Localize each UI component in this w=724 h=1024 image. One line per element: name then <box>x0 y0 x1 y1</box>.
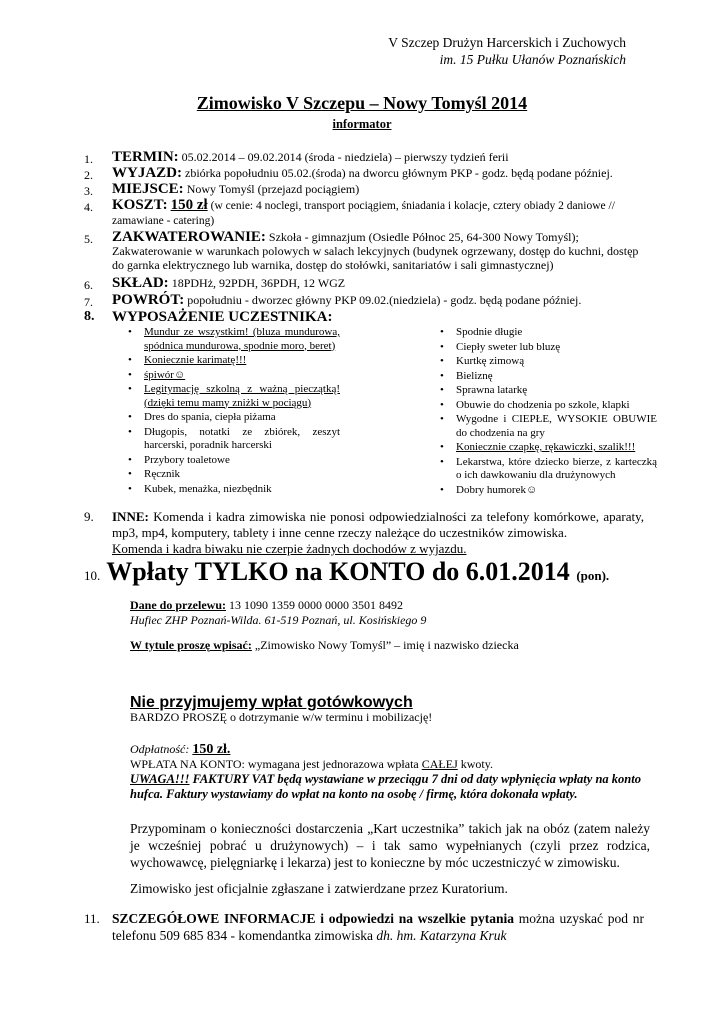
list-item: • Długopis, notatki ze zbiórek, zeszyt harcerski, poradnik harcerski <box>128 426 340 453</box>
list-item: • Legitymację szkolną z ważną pieczątką! (dzięki temu mamy zniżki w pociągu) <box>128 383 340 410</box>
transfer-title-label: W tytule proszę wpisać: <box>130 638 252 652</box>
official-note: Zimowisko jest oficjalnie zgłaszane i zatwierdzane przez Kuratorium. <box>130 881 508 896</box>
inne-text: Komenda i kadra zimowiska nie ponosi odpowiedzialności za telefony komórkowe, aparaty, mp3, mp4, komputery, tablety i inne cenne rzeczy należące do uczestników zimowiska. <box>112 509 645 540</box>
details-text: można uzyskać pod nr telefonu 509 685 834 - komendantka zimowiska <box>112 911 645 943</box>
list-item: • Dres do spania, ciepła piżama <box>128 411 340 425</box>
fee-amount: 150 zł. <box>192 742 231 757</box>
list-item: • Sprawna latarkę <box>440 384 657 398</box>
fee-section: Odpłatność: 150 zł. WPŁATA NA KONTO: wymagana jest jednorazowa wpłata CAŁEJ kwoty. UWAGA!!! FAKTURY VAT będą wystawiane w przeciągu 7 dni od daty wpłynięcia wpłaty na konto hufca. Faktury wystawiamy do wpłat na konto na osobę / firmę, która dokonała wpłaty. <box>130 742 641 801</box>
koszt-text: (w cenie: 4 noclegi, transport pociągiem, śniadania i kolacje, cztery obiady 2 daniowe // zamawiane - catering) <box>112 200 615 227</box>
list-item: • Lekarstwa, które dziecko bierze, z karteczką o ich dawkowaniu dla drużynowych <box>440 456 657 483</box>
equipment-list-right <box>440 326 657 498</box>
transfer-title-instruction <box>130 638 650 653</box>
organization-patron: im. 15 Pułku Ułanów Poznańskich <box>439 52 626 67</box>
list-item: • Ciepły sweter lub bluzę <box>440 341 657 355</box>
list-item: • Mundur ze wszystkim! (bluza mundurowa, spódnica mundurowa, spodnie moro, beret) <box>128 326 340 353</box>
item-zakwaterowanie: 5. ZAKWATEROWANIE: Szkoła - gimnazjum (Osiedle Północ 25, 64-300 Nowy Tomyśl); Zakwaterowanie w warunkach polowych w salach lekcyjnych (budynek ogrzewany, dostęp do kuchni, dostęp do garnka elektrycznego lub warnika, dostęp do stołówki, sanitariatów i sali gimnastycznej) <box>84 229 639 272</box>
no-cash-heading: Nie przyjmujemy wpłat gotówkowych <box>130 694 413 711</box>
sklad-label: SKŁAD: <box>112 275 169 291</box>
no-cash-section <box>130 695 650 725</box>
list-item: • Obuwie do chodzenia po szkole, klapki <box>440 399 657 413</box>
list-item: • Kurtkę zimową <box>440 355 657 369</box>
inne-note: Komenda i kadra biwaku nie czerpie żadnych dochodów z wyjazdu. <box>112 541 467 556</box>
transfer-details <box>130 598 650 628</box>
no-cash-text: BARDZO PROSZĘ o dotrzymanie w/w terminu i mobilizację! <box>130 710 433 724</box>
list-item: • Koniecznie karimatę!!! <box>128 354 340 368</box>
zakwaterowanie-text: Szkoła - gimnazjum (Osiedle Północ 25, 64-300 Nowy Tomyśl); Zakwaterowanie w warunkach polowych w salach lekcyjnych (budynek ogrzewany, dostęp do kuchni, dostęp do garnka elektrycznego lub warnika, dostęp do stołówki, sanitariatów i sali gimnastycznej) <box>112 230 639 272</box>
zakwaterowanie-label: ZAKWATEROWANIE: <box>112 229 266 245</box>
termin-label: TERMIN: <box>112 149 179 165</box>
list-item: • Przybory toaletowe <box>128 454 340 468</box>
item-details: 11. SZCZEGÓŁOWE INFORMACJE i odpowiedzi na wszelkie pytania można uzyskać pod nr telefonu 509 685 834 - komendantka zimowiska dh. hm. Katarzyna Kruk <box>84 911 645 943</box>
wyposazenie-label: WYPOSAŻENIE UCZESTNIKA: <box>112 309 333 325</box>
item-powrot: 7. POWRÓT: popołudniu - dworzec główny PKP 09.02.(niedziela) - godz. będą podane później. <box>84 292 582 309</box>
payment-headline: 10. Wpłaty TYLKO na KONTO do 6.01.2014 (pon). <box>84 557 610 586</box>
item-koszt: 4. KOSZT: 150 zł (w cenie: 4 noclegi, transport pociągiem, śniadania i kolacje, cztery obiady 2 daniowe // zamawiane - catering) <box>84 197 615 227</box>
details-name: dh. hm. Katarzyna Kruk <box>376 928 507 943</box>
list-item: • Bieliznę <box>440 370 657 384</box>
list-item: • śpiwór☺ <box>128 369 340 383</box>
transfer-title-text: „Zimowisko Nowy Tomyśl” – imię i nazwisko dziecka <box>254 638 519 652</box>
transfer-label: Dane do przelewu: <box>130 598 226 612</box>
item-wyposazenie: 8. WYPOSAŻENIE UCZESTNIKA: <box>84 309 333 325</box>
page-subtitle: informator <box>332 117 392 131</box>
warning-label: UWAGA!!! <box>130 772 190 786</box>
item-wyjazd: 2. WYJAZD: zbiórka popołudniu 05.02.(środa) na dworcu głównym PKP - godz. będą podane później. <box>84 165 613 182</box>
powrot-label: POWRÓT: <box>112 292 185 308</box>
fee-label: Odpłatność: <box>130 742 190 756</box>
organization-name: V Szczep Drużyn Harcerskich i Zuchowych <box>388 35 626 50</box>
organization-header <box>388 34 626 68</box>
list-item: • Ręcznik <box>128 468 340 482</box>
powrot-text: popołudniu - dworzec główny PKP 09.02.(niedziela) - godz. będą podane później. <box>187 293 582 307</box>
koszt-label: KOSZT: <box>112 197 168 213</box>
list-item: • Koniecznie czapkę, rękawiczki, szalik!!! <box>440 441 657 455</box>
payment-headline-text: Wpłaty TYLKO na KONTO do 6.01.2014 <box>106 557 570 586</box>
list-item: • Dobry humorek☺ <box>440 484 657 498</box>
list-item: • Spodnie długie <box>440 326 657 340</box>
sklad-text: 18PDHż, 92PDH, 36PDH, 12 WGZ <box>171 276 346 290</box>
list-item: • Kubek, menażka, niezbędnik <box>128 483 340 497</box>
reminder-paragraph: Przypominam o konieczności dostarczenia „Kart uczestnika” takich jak na obóz (zatem należy je wcześniej pobrać u drużynowych) – i tak samo wypełnianych (czyli przez rodzica, wychowawcę, pielęgniarkę i lekarza) jest to konieczne by móc uczestniczyć w zimowisku. <box>130 821 650 870</box>
item-miejsce: 3. MIEJSCE: Nowy Tomyśl (przejazd pociągiem) <box>84 181 360 198</box>
miejsce-label: MIEJSCE: <box>112 181 184 197</box>
transfer-address: Hufiec ZHP Poznań-Wilda. 61-519 Poznań, ul. Kosińskiego 9 <box>130 613 427 627</box>
item-inne: 9. INNE: Komenda i kadra zimowiska nie ponosi odpowiedzialności za telefony komórkowe, aparaty, mp3, mp4, komputery, tablety i inne cenne rzeczy należące do uczestników zimowiska. Komenda i kadra biwaku nie czerpie żadnych dochodów z wyjazdu. <box>84 509 645 556</box>
page-title: Zimowisko V Szczepu – Nowy Tomyśl 2014 <box>196 93 528 113</box>
warning-text: FAKTURY VAT będą wystawiane w przeciągu 7 dni od daty wpłynięcia wpłaty na konto hufca. Faktury wystawiamy do wpłat na konto na osobę / firmę, która dokonała wpłaty. <box>130 772 641 801</box>
item-sklad: 6. SKŁAD: 18PDHż, 92PDH, 36PDH, 12 WGZ <box>84 275 346 292</box>
wyjazd-text: zbiórka popołudniu 05.02.(środa) na dworcu głównym PKP - godz. będą podane później. <box>185 166 613 180</box>
equipment-list-left <box>128 326 340 497</box>
account-number: 13 1090 1359 0000 0000 3501 8492 <box>229 598 403 612</box>
miejsce-text: Nowy Tomyśl (przejazd pociągiem) <box>186 182 360 196</box>
termin-text: 05.02.2014 – 09.02.2014 (środa - niedziela) – pierwszy tydzień ferii <box>181 150 509 164</box>
koszt-amount: 150 zł <box>170 197 208 213</box>
details-bold: SZCZEGÓŁOWE INFORMACJE i odpowiedzi na wszelkie pytania <box>112 911 515 926</box>
payment-day: (pon). <box>576 568 610 583</box>
wyjazd-label: WYJAZD: <box>112 165 182 181</box>
inne-label: INNE: <box>112 509 149 524</box>
list-item: • Wygodne i CIEPŁE, WYSOKIE OBUWIE do chodzenia na gry <box>440 413 657 440</box>
item-termin: 1. TERMIN: 05.02.2014 – 09.02.2014 (środa - niedziela) – pierwszy tydzień ferii <box>84 149 509 166</box>
